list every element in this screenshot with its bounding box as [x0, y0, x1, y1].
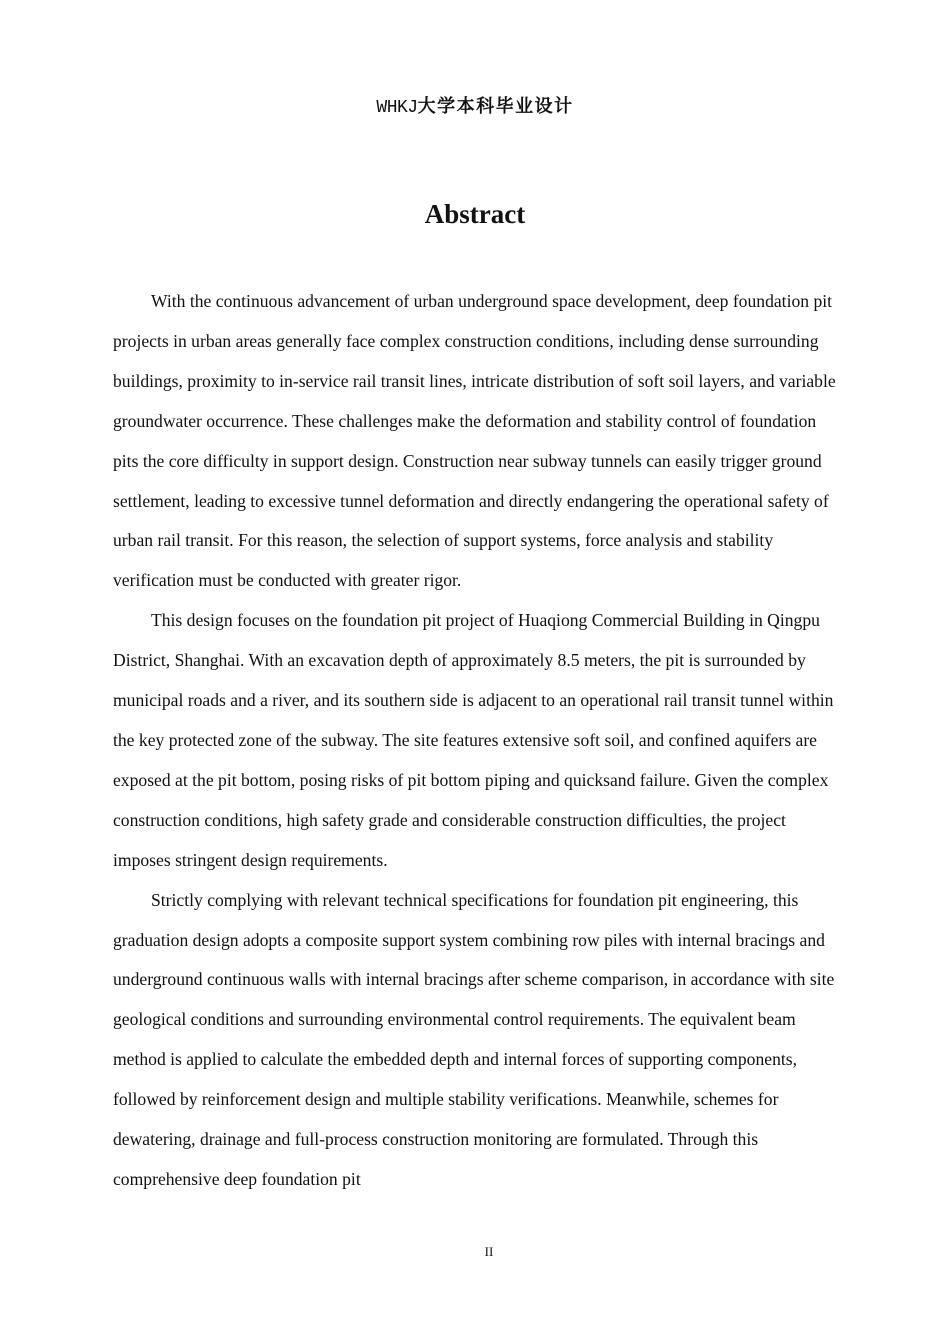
running-header [0, 95, 950, 120]
abstract-body [113, 282, 841, 1200]
page-title: Abstract [424, 199, 526, 229]
page-number: II [484, 1244, 494, 1259]
header-institution-code: WHKJ [376, 98, 418, 118]
abstract-paragraph-3: Strictly complying with relevant technical specifications for foundation pit engineering, this graduation design adopts a composite support system combining row piles with internal bracings and underground continuous walls with internal bracings after scheme comparison, in accordance with site geological conditions and surrounding environmental control requirements. The equivalent beam method is applied to calculate the embedded depth and internal forces of supporting components, followed by reinforcement design and multiple stability verifications. Meanwhile, schemes for dewatering, drainage and full-process construction monitoring are formulated. Through this comprehensive deep foundation pit [113, 889, 835, 1189]
abstract-paragraph-1: With the continuous advancement of urban underground space development, deep foundation pit projects in urban areas generally face complex construction conditions, including dense surrounding buildings, proximity to in-service rail transit lines, intricate distribution of soft soil layers, and variable groundwater occurrence. These challenges make the deformation and stability control of foundation pits the core difficulty in support design. Construction near subway tunnels can easily trigger ground settlement, leading to excessive tunnel deformation and directly endangering the operational safety of urban rail transit. For this reason, the selection of support systems, force analysis and stability verification must be conducted with greater rigor. [113, 291, 836, 591]
abstract-paragraph-2: This design focuses on the foundation pit project of Huaqiong Commercial Building in Qingpu District, Shanghai. With an excavation depth of approximately 8.5 meters, the pit is surrounded by municipal roads and a river, and its southern side is adjacent to an operational rail transit tunnel within the key protected zone of the subway. The site features extensive soft soil, and confined aquifers are exposed at the pit bottom, posing risks of pit bottom piping and quicksand failure. Given the complex construction conditions, high safety grade and considerable construction difficulties, the project imposes stringent design requirements. [113, 610, 834, 870]
header-thesis-label: 大学本科毕业设计 [417, 96, 574, 117]
